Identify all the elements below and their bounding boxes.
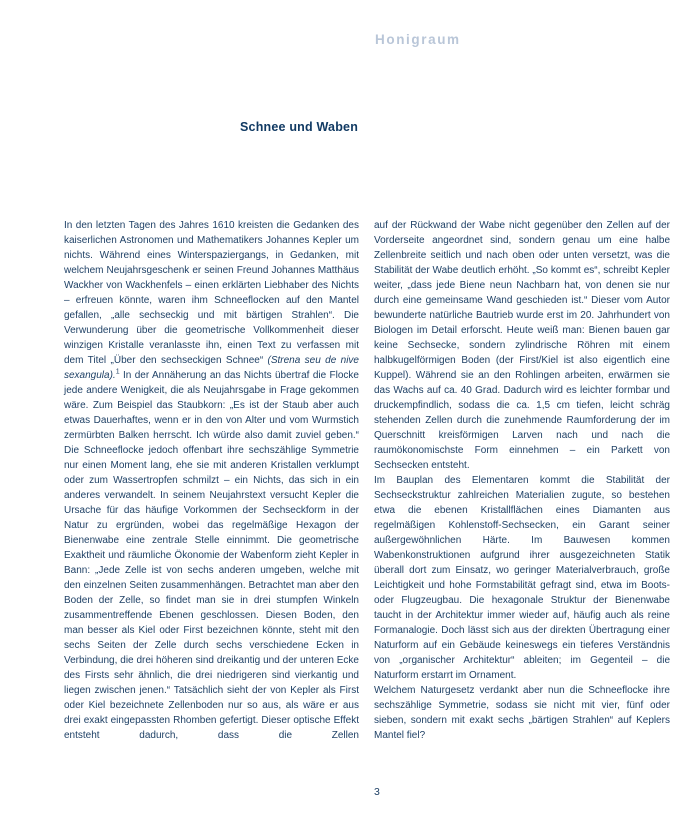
right-column-paragraph-1: auf der Rückwand der Wabe nicht gegenüber den Zellen auf der Vorderseite angeordnet sind, sondern genau um eine halbe Zellenbreite seitlich und nach oben oder unten versetzt, was die Stabilität der Wabe deutlich erhöht. „So kommt es“, schreibt Kepler weiter, „dass jede Biene neun Nachbarn hat, von denen sie nur durch eine gemeinsame Wand geschieden ist.“ Dieser vom Autor bewunderte natürliche Bautrieb wurde erst im 20. Jahrhundert von Biologen im Detail erforscht. Heute weiß man: Bienen bauen gar keine Sechsecke, sondern zylindrische Röhren mit einem halbkugelförmigen Boden (der First/Kiel ist also eigentlich eine Kuppel). Während sie an den Rohlingen arbeiten, erwärmen sie das Wachs auf ca. 40 Grad. Dadurch wird es leichter formbar und druckempfindlich, sodass die ca. 1,5 cm tiefen, leicht schräg stehenden Zellen durch die zunehmende Raumforderung der im Querschnitt kreisförmigen Larven nach und nach die raumökonomischste Form einnehmen – ein Parkett von Sechsecken entsteht. [374, 220, 670, 471]
right-column-paragraph-2: Im Bauplan des Elementaren kommt die Stabilität der Sechseckstruktur zahlreichen Materialien zugute, so bestehen etwa die ebenen Kristallflächen eines Diamanten aus regelmäßigen Kohlenstoff-Sechsecken, ein Garant seiner außergewöhnlichen Härte. Im Bauwesen kommen Wabenkonstruktionen aufgrund ihrer ausgezeichneten Statik überall dort zum Einsatz, wo geringer Materialverbrauch, große Leichtigkeit und hohe Formstabilität gefragt sind, etwa im Boots- oder Flugzeugbau. Die hexagonale Struktur der Bienenwabe taucht in der Architektur immer wieder auf, häufig auch als reine Formanalogie. Doch lässt sich aus der direkten Übertragung einer Naturform auf ein Gebäude keineswegs ein tieferes Verständnis von „organischer Architektur“ ableiten; im Gegenteil – die Naturform erstarrt im Ornament. [374, 475, 670, 681]
right-column [374, 218, 670, 743]
left-column [64, 218, 359, 743]
text-segment-after-latin: In der Annäherung an das Nichts übertraf die Flocke jede andere Wenigkeit, die als Neujahrsgabe in Frage gekommen wäre. Zum Beispiel das Staubkorn: „Es ist der Staub aber auch etwas Dauerhaftes, wenn er in den von Alter und vom Wurmstich zermürbten Balken herrscht. Ich würde also damit zuviel geben.“ Die Schneeflocke jedoch offenbart ihre sechszählige Symmetrie nur einen Moment lang, ehe sie mit anderen Kristallen verklumpt oder zum Wassertropfen schmilzt – ein Nichts, das sich in ein anderes verwandelt. In seinem Neujahrstext versucht Kepler die Ursache für das häufige Vorkommen der Sechseckform in der Natur zu ergründen, wobei das regelmäßige Hexagon der Bienenwabe eine zentrale Stelle einnimmt. Die geometrische Exaktheit und räumliche Ökonomie der Wabenform zieht Kepler in Bann: „Jede Zelle ist von sechs anderen umgeben, welche mit den einzelnen Seiten zusammenhängen. Betrachtet man aber den Boden der Zelle, so findet man sie in drei stumpfen Winkeln zusammentreffende Ebenen geschlossen. Diesen Boden, den man besser als Kiel oder First bezeichnen könnte, steht mit den sechs Seiten der Zelle durch sechs verschiedene Ecken in Verbindung, die drei höheren sind dreikantig und der unteren Ecke des Firsts sehr ähnlich, die drei niedrigeren sind vierkantig und liegen zwischen jenen.“ Tatsächlich sieht der von Kepler als First oder Kiel bezeichnete Zellenboden nur so aus, als wäre er aus drei exakt eingepassten Rhomben gefertigt. Dieser optische Effekt entsteht dadurch, dass die Zellen [64, 370, 359, 741]
right-column-paragraph-3: Welchem Naturgesetz verdankt aber nun die Schneeflocke ihre sechszählige Symmetrie, sodass sie nicht mit vier, fünf oder sieben, sondern mit exakt sechs „bärtigen Strahlen“ auf Keplers Mantel fiel? [374, 685, 670, 741]
left-column-paragraph [64, 218, 359, 743]
section-title: Schnee und Waben [240, 120, 359, 134]
text-segment-before-latin: In den letzten Tagen des Jahres 1610 kreisten die Gedanken des kaiserlichen Astronomen und Mathematikers Johannes Kepler um nichts. Während eines Winterspaziergangs, in Gedanken, mit welchem Neujahrsgeschenk er seinen Freund Johannes Matthäus Wackher von Wackhenfels – einen erklärten Liebhaber des Nichts – erfreuen könnte, waren ihm Schneeflocken auf den Mantel gefallen, „alle sechseckig und mit bärtigen Strahlen“. Die Verwunderung über die geometrische Vollkommenheit dieser winzigen Kristalle veranlasste ihn, einen Text zu verfassen mit dem Titel „Über den sechseckigen Schnee“ [64, 220, 359, 366]
latin-title-italic: (Strena seu de nive sexangula). [64, 355, 359, 381]
footnote-marker: 1 [115, 368, 120, 376]
running-head: Honigraum [375, 32, 461, 47]
page-number: 3 [374, 786, 380, 798]
